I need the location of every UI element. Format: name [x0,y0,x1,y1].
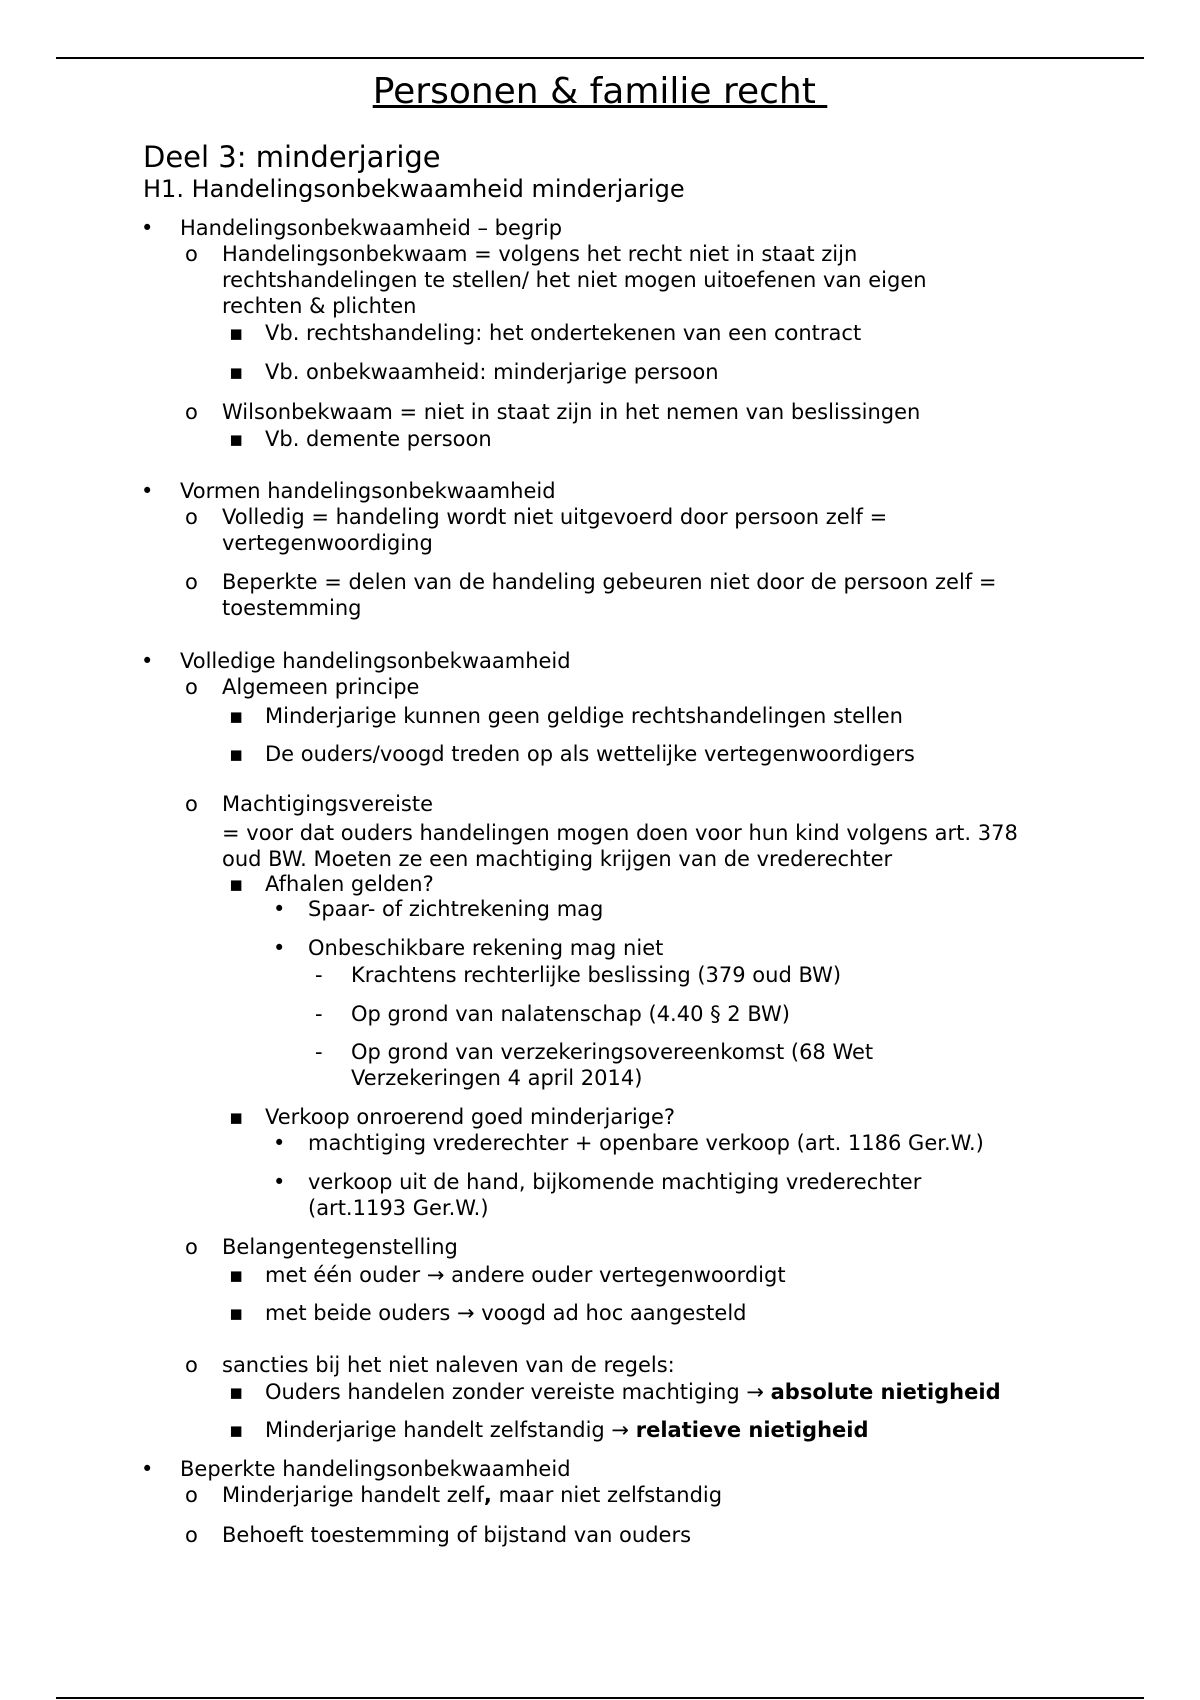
dot-marker: • [273,1170,286,1194]
sanction-text: Ouders handelen zonder vereiste machtiging [265,1380,747,1404]
list-item-text: Beperkte handelingsonbekwaamheid [180,1457,571,1481]
list-item-text [265,1379,1145,1405]
sanction-text: Minderjarige handelt zelfstandig [265,1418,612,1442]
paragraph-text: = voor dat ouders handelingen mogen doen voor hun kind volgens art. 378 oud BW. Moeten ze een machtiging krijgen van de vrederechter [222,821,1018,871]
sanction-result: relatieve nietigheid [635,1418,869,1442]
dash-marker: - [315,1040,323,1064]
circle-marker: o [185,505,198,529]
bullet-marker: • [141,216,154,240]
list-item [315,1001,1071,1027]
list-item-text [222,1482,1072,1508]
list-item-text: Minderjarige kunnen geen geldige rechtshandelingen stellen [265,704,903,728]
list-item-text: Spaar- of zichtrekening mag [308,897,604,921]
list-item-text: Machtigingsvereiste [222,792,434,816]
page-title: Personen & familie recht [372,71,828,112]
bullet-marker: • [141,649,154,673]
square-marker: ▪ [229,1263,244,1287]
square-marker: ▪ [229,321,244,345]
arrow-right-icon: → [611,1418,630,1442]
list-item [229,1300,1065,1326]
list-item-text: Op grond van nalatenschap (4.40 § 2 BW) [351,1002,790,1026]
circle-marker: o [185,400,198,424]
list-item-text: Vb. demente persoon [265,427,492,451]
list-item [273,1169,988,1221]
square-marker: ▪ [229,872,244,896]
list-item-text: verkoop uit de hand, bijkomende machtiging vrederechter (art.1193 Ger.W.) [308,1170,922,1220]
list-item [185,504,952,556]
dash-marker: - [315,963,323,987]
circle-marker: o [185,1235,198,1259]
bullet-marker: • [141,1457,154,1481]
list-item [141,215,1080,241]
list-item-text: Volledige handelingsonbekwaamheid [180,649,571,673]
chapter-heading: H1. Handelingsonbekwaamheid minderjarige [143,175,685,203]
circle-marker: o [185,792,198,816]
section-heading: Deel 3: minderjarige [143,140,441,174]
list-item [185,241,982,319]
list-item [185,399,1122,425]
list-item-text: Volledig = handeling wordt niet uitgevoerd door persoon zelf = vertegenwoordiging [222,505,888,555]
paragraph [222,820,1042,872]
list-item-text: Handelingsonbekwaam = volgens het recht niet in staat zijn rechtshandelingen te stellen/ het niet mogen uitoefenen van eigen rechten & plichten [222,242,927,318]
list-item-text: Krachtens rechterlijke beslissing (379 oud BW) [351,963,842,987]
list-item [273,896,1068,922]
dot-marker: • [273,1131,286,1155]
arrow-right-icon: → [746,1380,764,1404]
list-item [229,1417,1145,1443]
list-item-text: Onbeschikbare rekening mag niet [308,936,664,960]
list-item [229,320,1065,346]
list-item-text: Verkoop onroerend goed minderjarige? [265,1105,676,1129]
list-item [229,871,1065,897]
list-item [273,935,1068,961]
list-item [229,703,1065,729]
list-item [185,1352,1072,1378]
list-item-text: Belangentegenstelling [222,1235,458,1259]
list-item [229,1262,1065,1288]
list-item-text: Beperkte = delen van de handeling gebeuren niet door de persoon zelf = toestemming [222,570,997,620]
list-item [185,1522,1072,1548]
list-item-text: Vormen handelingsonbekwaamheid [180,479,556,503]
list-item [273,1130,1108,1156]
list-item [141,478,1080,504]
list-item-text: De ouders/voogd treden op als wettelijke vertegenwoordigers [265,742,915,766]
list-item-text: met beide ouders → voogd ad hoc aangesteld [265,1301,747,1325]
list-item [141,648,1080,674]
list-item-text: Handelingsonbekwaamheid – begrip [180,216,563,240]
list-item-text: machtiging vrederechter + openbare verkoop (art. 1186 Ger.W.) [308,1131,984,1155]
text-segment: Minderjarige handelt zelf [222,1483,484,1507]
list-item-text: Wilsonbekwaam = niet in staat zijn in het nemen van beslissingen [222,400,921,424]
list-item [185,674,1072,700]
header-rule [56,57,1144,59]
circle-marker: o [185,242,198,266]
square-marker: ▪ [229,742,244,766]
square-marker: ▪ [229,427,244,451]
list-item [229,359,1065,385]
list-item [185,569,1072,621]
list-item-text: Behoeft toestemming of bijstand van ouders [222,1523,692,1547]
list-item-text: Vb. onbekwaamheid: minderjarige persoon [265,360,719,384]
square-marker: ▪ [229,1380,244,1404]
circle-marker: o [185,1353,198,1377]
dash-marker: - [315,1002,323,1026]
square-marker: ▪ [229,360,244,384]
list-item [185,1482,1072,1508]
square-marker: ▪ [229,1301,244,1325]
text-segment: , [483,1483,492,1507]
circle-marker: o [185,675,198,699]
list-item [185,791,1072,817]
list-item-text: met één ouder → andere ouder vertegenwoordigt [265,1263,786,1287]
square-marker: ▪ [229,1105,244,1129]
sanction-result: absolute nietigheid [770,1380,1001,1404]
list-item-text: sancties bij het niet naleven van de regels: [222,1353,675,1377]
list-item [185,1234,1072,1260]
list-item [229,1379,1145,1405]
list-item [315,962,1071,988]
bullet-marker: • [141,479,154,503]
list-item-text: Op grond van verzekeringsovereenkomst (68 Wet Verzekeringen 4 april 2014) [351,1040,874,1090]
list-item [315,1039,971,1091]
footer-rule [56,1697,1144,1699]
list-item [141,1456,1080,1482]
circle-marker: o [185,570,198,594]
square-marker: ▪ [229,1418,244,1442]
list-item [229,741,1065,767]
dot-marker: • [273,897,286,921]
square-marker: ▪ [229,704,244,728]
list-item-text: Vb. rechtshandeling: het ondertekenen van een contract [265,321,862,345]
text-segment: maar niet zelfstandig [491,1483,723,1507]
dot-marker: • [273,936,286,960]
list-item-text [265,1417,1145,1443]
circle-marker: o [185,1483,198,1507]
list-item-text: Afhalen gelden? [265,872,434,896]
list-item [229,1104,1065,1130]
list-item-text: Algemeen principe [222,675,420,699]
circle-marker: o [185,1523,198,1547]
list-item [229,426,1065,452]
